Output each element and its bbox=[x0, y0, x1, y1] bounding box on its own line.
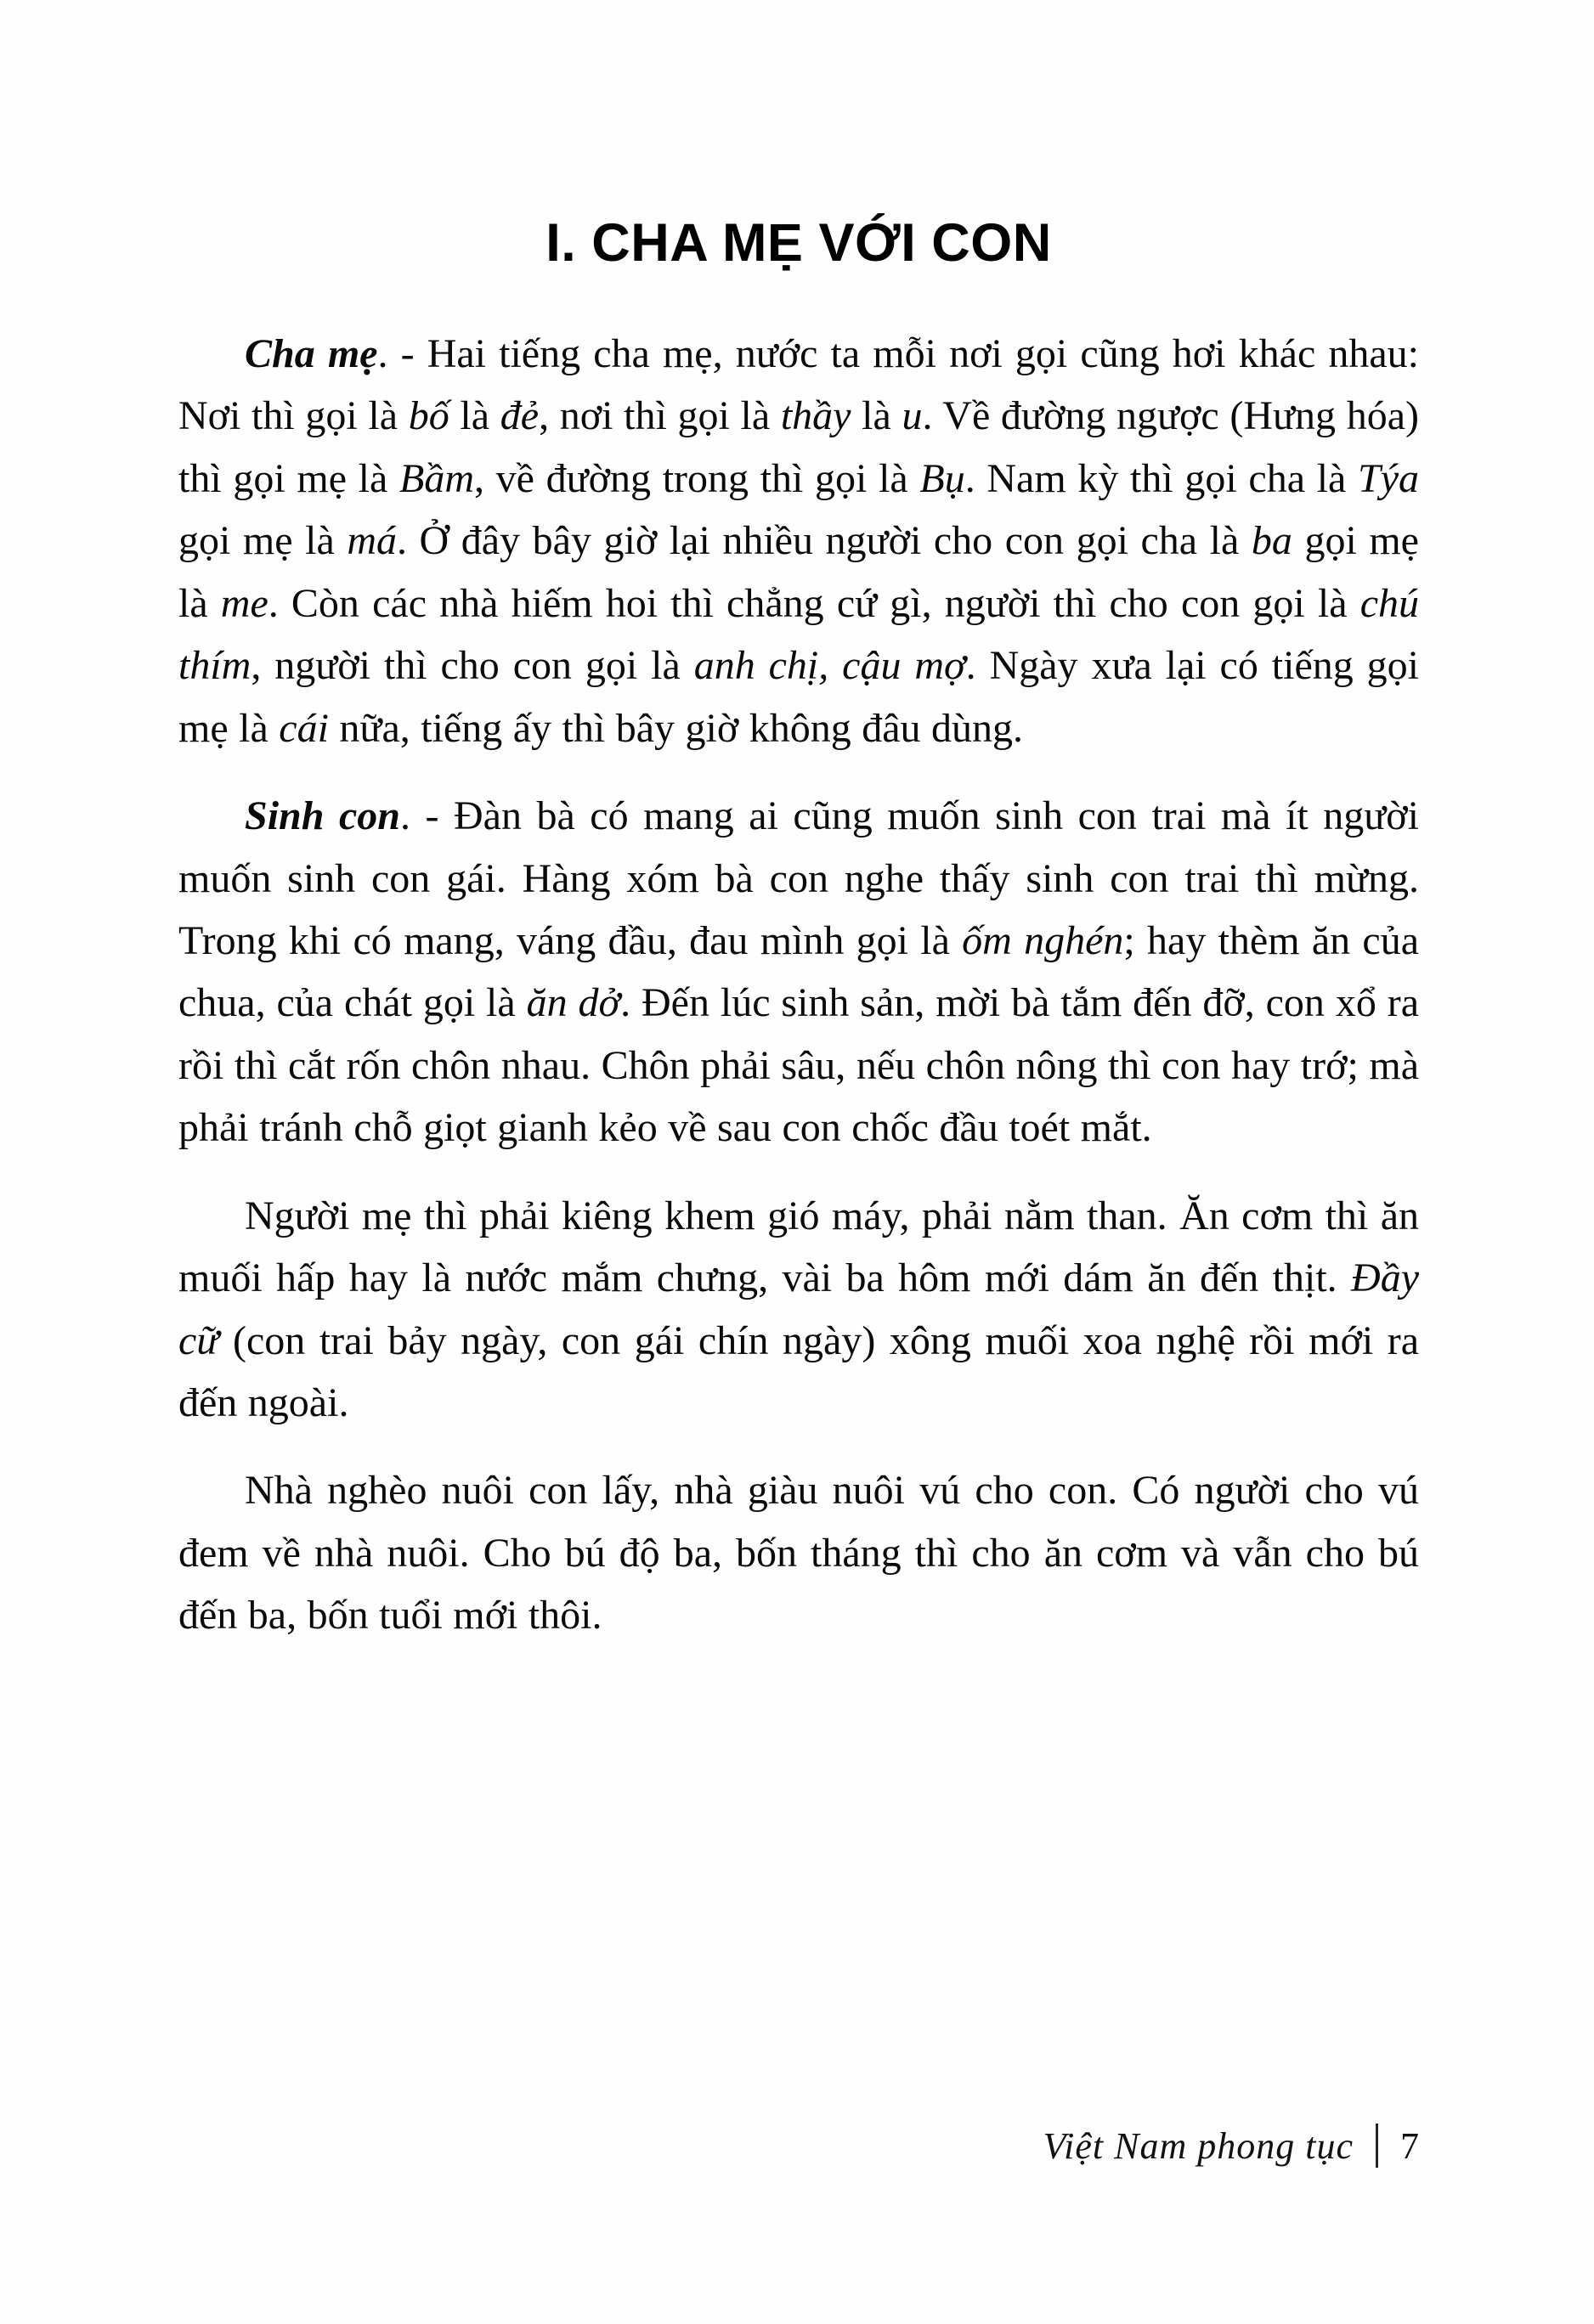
footer-page-number: 7 bbox=[1400, 2124, 1419, 2167]
paragraph-lead-sinh-con: Sinh con bbox=[245, 793, 400, 839]
footer-book-title: Việt Nam phong tục bbox=[1043, 2124, 1354, 2167]
paragraph-nha-ngheo: Nhà nghèo nuôi con lấy, nhà giàu nuôi vú cho con. Có người cho vú đem về nhà nuôi. Cho bú độ ba, bốn tháng thì cho ăn cơm và vẫn cho bú đến ba, bốn tuổi mới thôi. bbox=[178, 1468, 1419, 1639]
page-title: I. CHA MẸ VỚI CON bbox=[545, 213, 1052, 273]
footer-divider bbox=[1376, 2124, 1378, 2168]
paragraph-nguoi-me: Người mẹ thì phải kiêng khem gió máy, phải nằm than. Ăn cơm thì ăn muối hấp hay là nước mắm chưng, vài ba hôm mới dám ăn đến thịt. Đầy cữ (con trai bảy ngày, con gái chín ngày) xông muối xoa nghệ rồi mới ra đến ngoài. bbox=[178, 1193, 1419, 1425]
paragraph-sinh-con: Sinh con. - Đàn bà có mang ai cũng muốn sinh con trai mà ít người muốn sinh con gái. Hàng xóm bà con nghe thấy sinh con trai thì mừng. Trong khi có mang, váng đầu, đau mình gọi là ốm nghén; hay thèm ăn của chua, của chát gọi là ăn dở. Đến lúc sinh sản, mời bà tắm đến đỡ, con xổ ra rồi thì cắt rốn chôn nhau. Chôn phải sâu, nếu chôn nông thì con hay trớ; mà phải tránh chỗ giọt gianh kẻo về sau con chốc đầu toét mắt. bbox=[178, 793, 1420, 1151]
paragraph-lead-cha-me: Cha mẹ bbox=[245, 331, 378, 376]
paragraph-cha-me: Cha mẹ. - Hai tiếng cha mẹ, nước ta mỗi nơi gọi cũng hơi khác nhau: Nơi thì gọi là bố là đẻ, nơi thì gọi là thầy là u. Về đường ngược (Hưng hóa) thì gọi mẹ là Bầm, về đường trong thì gọi là Bụ. Nam kỳ thì gọi cha là Týa gọi mẹ là má. Ở đây bây giờ lại nhiều người cho con gọi cha là ba gọi mẹ là me. Còn các nhà hiếm hoi thì chẳng cứ gì, người thì cho con gọi là chú thím, người thì cho con gọi là anh chị, cậu mợ. Ngày xưa lại có tiếng gọi mẹ là cái nữa, tiếng ấy thì bây giờ không đâu dùng. bbox=[178, 331, 1420, 751]
page-footer bbox=[178, 2124, 1419, 2168]
page-content bbox=[178, 212, 1419, 1647]
